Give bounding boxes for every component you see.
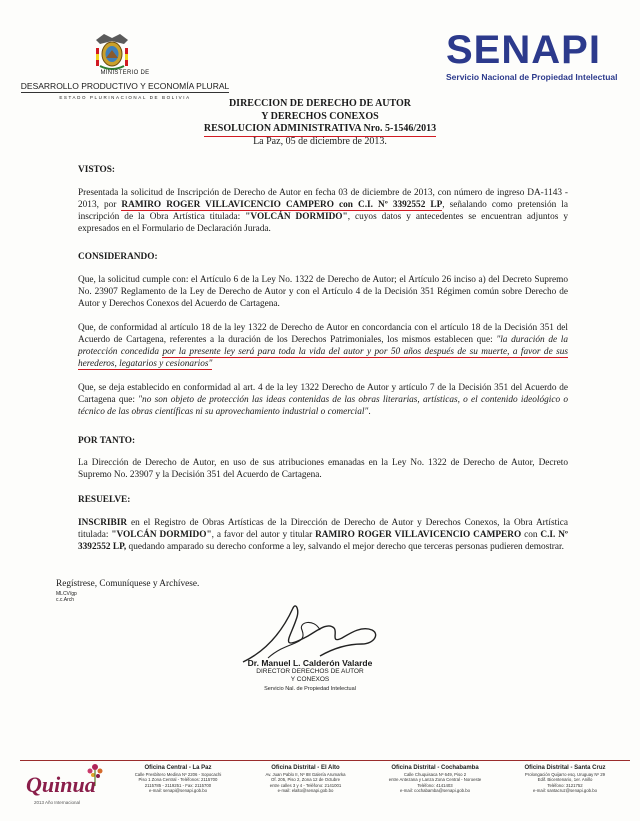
vistos-text-a: Presentada la solicitud de Inscripción de Derecho de Autor en fecha 03 de diciembre de 2013, con número de ingreso DA-1143 - 2013, por	[78, 188, 568, 210]
office-line: entre calles 3 y 4 - Teléfono: 2141001	[269, 782, 342, 788]
work-title: "VOLCÁN DORMIDO"	[245, 212, 348, 222]
closing-line: Regístrese, Comuníquese y Archívese.	[56, 579, 200, 589]
office-line: entre Antezana y Lanza Zona Central - Noroeste	[388, 777, 482, 783]
considerando-text-3b: .	[368, 407, 371, 417]
author-ci: C.I. Nº 3392552 LP,	[78, 530, 569, 552]
resolution-number: RESOLUCION ADMINISTRATIVA Nro. 5-1546/2013	[204, 123, 436, 137]
initials-line1: MLCV/gp	[56, 591, 77, 597]
ministry-line1: MINISTERIO DE	[100, 70, 150, 76]
office-line: Calle Chuquisaca Nº 649, Piso 2	[403, 771, 467, 777]
office-title: Oficina Distrital - Santa Cruz	[524, 765, 606, 771]
bolivia-coat-of-arms-icon	[90, 28, 134, 72]
office-la-paz	[118, 766, 238, 794]
office-title: Oficina Central - La Paz	[144, 765, 212, 771]
signatory-title2: Y CONEXOS	[290, 675, 330, 683]
considerando-paragraph-2	[78, 322, 568, 370]
vistos-paragraph	[78, 187, 568, 235]
vistos-text-c: , cuyos datos y antecedentes se encuentran adjuntos y expresados en el Formulario de Declaración Jurada.	[78, 212, 569, 234]
office-line: Calle Presbítero Medina Nº 2206 - Sopocachi	[134, 771, 222, 777]
signature-block	[210, 658, 410, 692]
office-line: Av. Juan Pablo II, Nº 88 Galería Arumarka	[265, 771, 346, 777]
duration-quote-b: por la presente ley será para toda la vida del autor y por 50 años después de su muerte, a favor de sus herederos, legatarios y cesionarios"	[78, 347, 569, 369]
work-title-resuelve: "VOLCÁN DORMIDO"	[111, 530, 212, 540]
applicant-name-ci: RAMIRO ROGER VILLAVICENCIO CAMPERO con C.I. Nº 3392552 LP	[121, 200, 443, 210]
ministry-line3: ESTADO PLURINACIONAL DE BOLIVIA	[59, 95, 191, 100]
protection-quote: "no son objeto de protección las ideas contenidas de las obras literarias, artísticas, o el contenido ideológico o técnico de las obras científicas ni su aprovechamiento industrial o comercial"	[78, 395, 568, 417]
considerando-heading: CONSIDERANDO:	[78, 252, 158, 262]
office-line: e-mail: cochabamba@senapi.gob.bo	[399, 788, 471, 794]
considerando-text-3a: Que, se deja establecido en conformidad al art. 4 de la ley 1322 Derecho de Autor y artículo 7 de la Decisión 351 del Acuerdo de Cartagena que:	[78, 383, 568, 405]
office-santa-cruz	[502, 766, 628, 794]
office-title: Oficina Distrital - El Alto	[271, 765, 340, 771]
office-line: Teléfono: 3121752	[547, 782, 583, 788]
por-tanto-heading: POR TANTO:	[78, 436, 136, 446]
signatory-title1: DIRECTOR DERECHOS DE AUTOR	[256, 668, 364, 675]
office-line: Piso 1 Zona Central - Teléfonos: 2115700	[138, 777, 218, 783]
ministry-header	[20, 70, 230, 100]
considerando-paragraph-1: Que, la solicitud cumple con: el Artículo 6 de la Ley No. 1322 de Derecho de Autor; el Artículo 26 inciso a) del Decreto Supremo No. 23907 Reglamento de la Ley de Derecho de Autor y con el Artículo 4 de la Decisión 351 Régimen común sobre Derecho de Autor y Derechos Conexos del Acuerdo de Cartagena.	[78, 275, 568, 309]
duration-quote-a: "la duración de la protección concedida	[78, 335, 568, 357]
quinua-subtitle: 2013 Año Internacional	[34, 800, 81, 805]
resuelve-text-b: , a favor del autor y titular	[211, 530, 316, 540]
signatory-name: Dr. Manuel L. Calderón Valarde	[247, 658, 373, 668]
initials-line2: c.c.Arch	[56, 597, 75, 603]
por-tanto-paragraph: La Dirección de Derecho de Autor, en uso de sus atribuciones emanadas en la Ley No. 1322 de Derecho de Autor, Decreto Supremo No. 23907 y la Decisión 351 del Acuerdo de Cartagena.	[78, 458, 568, 480]
signatory-org: Servicio Nal. de Propiedad Intelectual	[264, 686, 356, 692]
considerando-paragraph-3	[78, 382, 568, 418]
ministry-line2: DESARROLLO PRODUCTIVO Y ECONOMÍA PLURAL	[20, 81, 230, 91]
office-el-alto	[243, 766, 368, 794]
office-line: Prolongación Quijarro esq. Uruguay Nº 29	[524, 771, 606, 777]
place-date: La Paz, 05 de diciembre de 2013.	[253, 136, 387, 147]
document-titles	[120, 98, 520, 137]
office-title: Oficina Distrital - Cochabamba	[391, 765, 479, 771]
vistos-heading: VISTOS:	[78, 165, 116, 175]
author-name: RAMIRO ROGER VILLAVICENCIO CAMPERO	[315, 530, 522, 540]
considerando-text-2a: Que, de conformidad al artículo 18 de la ley 1322 de Derecho de Autor en concordancia con el artículo 18 de la Decisión 351 del Acuerdo de Cartagena, referentes a la duración de los Derechos Patrimoniales, los mismos establecen que:	[78, 323, 568, 345]
office-line: 2115785 - 2119251 - Fax: 2115700	[144, 782, 212, 788]
title-line1: DIRECCION DE DERECHO DE AUTOR	[228, 98, 412, 109]
initials	[56, 591, 77, 603]
resuelve-text-a: en el Registro de Obras Artísticas de la Dirección de Derecho de Autor y Derechos Conexos, la Obra Artística titulada:	[78, 518, 568, 540]
senapi-subtitle: Servicio Nacional de Propiedad Intelectual	[446, 72, 618, 82]
office-line: e-mail: senapi@senapi.gob.bo	[148, 788, 208, 794]
quinua-wordmark: Quinua	[26, 772, 96, 797]
title-line2: Y DERECHOS CONEXOS	[261, 110, 379, 122]
resuelve-heading: RESUELVE:	[78, 495, 131, 505]
quinua-logo	[26, 762, 116, 812]
resuelve-text-c: con	[521, 530, 541, 540]
office-line: Of. 205, Piso 2, Zona 12 de Octubre	[270, 777, 341, 783]
resuelve-paragraph	[78, 517, 568, 553]
office-line: Teléfono: 4141403	[417, 782, 453, 788]
office-line: Edif. Bicentenario, 1er. Anillo	[537, 777, 593, 783]
resuelve-text-d: quedando amparado su derecho conforme a ley, salvando el mejor derecho que terceras personas pudieren demostrar.	[126, 542, 564, 552]
office-cochabamba	[372, 766, 498, 794]
senapi-logo: SENAPI	[446, 28, 601, 72]
office-line: e-mail: elalto@senapi.gob.bo	[277, 788, 334, 794]
inscribir-word: INSCRIBIR	[78, 518, 128, 528]
office-line: e-mail: santacruz@senapi.gob.bo	[532, 788, 598, 794]
vistos-text-b: , señalando como pretensión la inscripción de la Obra Artística titulada:	[78, 200, 569, 222]
